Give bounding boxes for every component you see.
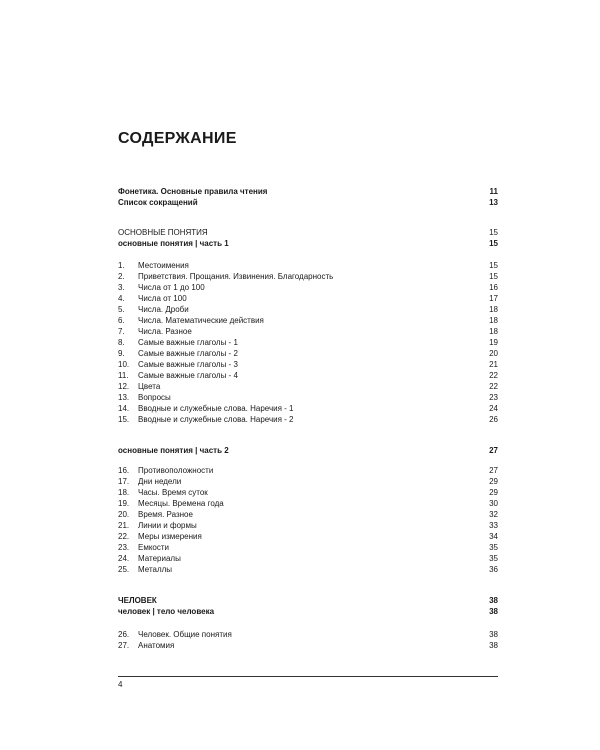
- toc-entry[interactable]: [118, 348, 498, 359]
- toc-entry-label: [118, 520, 197, 531]
- toc-entry-number: 3.: [118, 283, 125, 292]
- toc-entry-label: [118, 293, 187, 304]
- toc-entry-text: Приветствия. Прощания. Извинения. Благодарность: [138, 272, 334, 281]
- toc-entry-number: 23.: [118, 543, 130, 552]
- toc-entry-number: 12.: [118, 382, 130, 391]
- toc-entry-page: 27: [489, 446, 498, 455]
- toc-entry-label: [118, 531, 202, 542]
- toc-entry-text: Числа от 100: [138, 294, 187, 303]
- page-title: СОДЕРЖАНИЕ: [118, 130, 237, 147]
- toc-subsection-heading[interactable]: [118, 445, 498, 456]
- toc-entry-text: Время. Разное: [138, 510, 193, 519]
- toc-entry-number: 8.: [118, 338, 125, 347]
- toc-entry-page: 13: [489, 198, 498, 207]
- toc-section-heading[interactable]: [118, 227, 498, 238]
- toc-entry-page: 22: [489, 371, 498, 380]
- toc-subsection-heading[interactable]: [118, 606, 498, 617]
- toc-entry-text: Материалы: [138, 554, 181, 563]
- toc-section-heading-label: ЧЕЛОВЕК: [118, 596, 157, 605]
- toc-entry-number: 16.: [118, 466, 130, 475]
- toc-entry[interactable]: [118, 465, 498, 476]
- toc-entry-page: 23: [489, 393, 498, 402]
- toc-subsection-label: основные понятия | часть 2: [118, 446, 229, 455]
- toc-entry[interactable]: [118, 629, 498, 640]
- toc-entry[interactable]: [118, 564, 498, 575]
- toc-entry-text: Месяцы. Времена года: [138, 499, 224, 508]
- toc-entry[interactable]: [118, 304, 498, 315]
- toc-entry-number: 1.: [118, 261, 125, 270]
- toc-entry-number: 11.: [118, 371, 129, 380]
- toc-entry-label: [118, 414, 294, 425]
- toc-entry-label: [118, 359, 238, 370]
- toc-entry-text: Вводные и служебные слова. Наречия - 1: [138, 404, 294, 413]
- toc-entry[interactable]: [118, 359, 498, 370]
- footer-divider: [118, 676, 498, 677]
- toc-entry[interactable]: [118, 509, 498, 520]
- toc-entry-number: 4.: [118, 294, 125, 303]
- toc-entry-number: 5.: [118, 305, 125, 314]
- toc-entry[interactable]: [118, 498, 498, 509]
- toc-entry[interactable]: [118, 640, 498, 651]
- toc-entry-label: [118, 315, 264, 326]
- toc-entry-number: 15.: [118, 415, 130, 424]
- toc-entry-text: Линии и формы: [138, 521, 197, 530]
- toc-entry-number: 24.: [118, 554, 130, 563]
- toc-entry-label: [118, 260, 189, 271]
- toc-entry-page: 21: [489, 360, 498, 369]
- toc-entry-number: 17.: [118, 477, 130, 486]
- toc-entry-page: 38: [489, 641, 498, 650]
- toc-entry[interactable]: [118, 260, 498, 271]
- toc-subsection-heading[interactable]: [118, 238, 498, 249]
- toc-entry-text: Емкости: [138, 543, 170, 552]
- toc-entry-label: Фонетика. Основные правила чтения: [118, 187, 268, 196]
- toc-entry-label: [118, 476, 181, 487]
- toc-entry[interactable]: [118, 315, 498, 326]
- toc-entry[interactable]: [118, 392, 498, 403]
- toc-entry-number: 2.: [118, 272, 125, 281]
- toc-entry[interactable]: [118, 553, 498, 564]
- toc-entry-number: 20.: [118, 510, 130, 519]
- toc-entry-page: 38: [489, 596, 498, 605]
- toc-subsection-label: человек | тело человека: [118, 607, 215, 616]
- toc-entry-page: 17: [489, 294, 498, 303]
- toc-entry[interactable]: [118, 520, 498, 531]
- toc-entry-page: 15: [489, 272, 498, 281]
- toc-entry-label: [118, 509, 193, 520]
- toc-entry-text: Меры измерения: [138, 532, 202, 541]
- toc-entry-text: Противоположности: [138, 466, 214, 475]
- toc-entry-number: 14.: [118, 404, 130, 413]
- toc-entry-label: [118, 487, 208, 498]
- toc-entry-label: [118, 498, 224, 509]
- toc-entry[interactable]: [118, 487, 498, 498]
- toc-entry-number: 26.: [118, 630, 130, 639]
- toc-entry-number: 25.: [118, 565, 130, 574]
- toc-entry-number: 19.: [118, 499, 130, 508]
- toc-entry-label: [118, 392, 171, 403]
- toc-entry-label: [118, 348, 238, 359]
- toc-entry-text: Самые важные глаголы - 2: [138, 349, 238, 358]
- toc-entry[interactable]: [118, 476, 498, 487]
- toc-entry-page: 24: [489, 404, 498, 413]
- toc-entry-page: 15: [489, 261, 498, 270]
- toc-entry-number: 22.: [118, 532, 130, 541]
- toc-entry-label: [118, 542, 169, 553]
- toc-entry[interactable]: [118, 370, 498, 381]
- toc-entry-page: 35: [489, 543, 498, 552]
- toc-entry-page: 38: [489, 607, 498, 616]
- toc-entry[interactable]: [118, 293, 498, 304]
- toc-entry-page: 27: [489, 466, 498, 475]
- toc-entry-page: 30: [489, 499, 498, 508]
- toc-subsection-label: основные понятия | часть 1: [118, 239, 229, 248]
- toc-section-heading[interactable]: [118, 595, 498, 606]
- toc-entry-page: 16: [489, 283, 498, 292]
- toc-entry-page: 22: [489, 382, 498, 391]
- toc-entry-label: [118, 271, 333, 282]
- toc-entry-page: 33: [489, 521, 498, 530]
- toc-entry-text: Вопросы: [138, 393, 171, 402]
- toc-entry-label: [118, 564, 172, 575]
- toc-entry-label: [118, 337, 238, 348]
- toc-entry-text: Числа. Дроби: [138, 305, 189, 314]
- toc-entry[interactable]: [118, 326, 498, 337]
- footer-page-number: 4: [118, 680, 123, 689]
- toc-entry-number: 9.: [118, 349, 125, 358]
- toc-entry[interactable]: [118, 337, 498, 348]
- toc-section-heading-label: ОСНОВНЫЕ ПОНЯТИЯ: [118, 228, 208, 237]
- toc-entry-number: 27.: [118, 641, 130, 650]
- toc-entry-page: 35: [489, 554, 498, 563]
- toc-entry-label: [118, 304, 189, 315]
- toc-entry-text: Числа. Математические действия: [138, 316, 264, 325]
- toc-entry-text: Самые важные глаголы - 3: [138, 360, 238, 369]
- toc-entry-number: 21.: [118, 521, 130, 530]
- toc-entry-label: [118, 553, 181, 564]
- toc-entry-number: 18.: [118, 488, 130, 497]
- toc-entry-label: [118, 640, 174, 651]
- toc-entry-page: 32: [489, 510, 498, 519]
- toc-entry-page: 15: [489, 228, 498, 237]
- toc-entry-text: Человек. Общие понятия: [138, 630, 232, 639]
- toc-entry[interactable]: [118, 531, 498, 542]
- toc-entry[interactable]: [118, 414, 498, 425]
- toc-entry-text: Цвета: [138, 382, 161, 391]
- toc-entry-number: 6.: [118, 316, 125, 325]
- toc-entry[interactable]: [118, 282, 498, 293]
- toc-entry-page: 11: [489, 187, 498, 196]
- toc-entry-page: 38: [489, 630, 498, 639]
- toc-entry-text: Местоимения: [138, 261, 189, 270]
- toc-entry-label: [118, 381, 160, 392]
- toc-entry-text: Часы. Время суток: [138, 488, 208, 497]
- toc-entry-label: [118, 370, 238, 381]
- toc-entry-number: 7.: [118, 327, 125, 336]
- toc-entry-page: 18: [489, 305, 498, 314]
- toc-entry-page: 15: [489, 239, 498, 248]
- toc-entry-number: 10.: [118, 360, 130, 369]
- toc-entry-label: [118, 282, 205, 293]
- toc-entry-abbreviations[interactable]: [118, 197, 498, 208]
- toc-entry-text: Самые важные глаголы - 1: [138, 338, 238, 347]
- toc-entry-label: [118, 629, 232, 640]
- toc-entry-number: 13.: [118, 393, 130, 402]
- toc-entry[interactable]: [118, 381, 498, 392]
- toc-entry[interactable]: [118, 271, 498, 282]
- toc-entry-text: Числа от 1 до 100: [138, 283, 205, 292]
- toc-entry-text: Самые важные глаголы - 4: [138, 371, 238, 380]
- toc-entry[interactable]: [118, 542, 498, 553]
- toc-entry-text: Вводные и служебные слова. Наречия - 2: [138, 415, 294, 424]
- toc-entry-page: 36: [489, 565, 498, 574]
- toc-entry-label: [118, 465, 213, 476]
- toc-entry-page: 29: [489, 477, 498, 486]
- toc-entry-page: 20: [489, 349, 498, 358]
- toc-entry-label: [118, 326, 192, 337]
- toc-entry-page: 34: [489, 532, 498, 541]
- toc-entry-page: 29: [489, 488, 498, 497]
- toc-entry-text: Анатомия: [138, 641, 175, 650]
- toc-entry-text: Числа. Разное: [138, 327, 192, 336]
- toc-entry-page: 26: [489, 415, 498, 424]
- toc-entry[interactable]: [118, 403, 498, 414]
- toc-entry-page: 18: [489, 327, 498, 336]
- toc-entry-label: [118, 403, 294, 414]
- toc-entry-text: Дни недели: [138, 477, 182, 486]
- toc-entry-label: Список сокращений: [118, 198, 198, 207]
- toc-entry-text: Металлы: [138, 565, 173, 574]
- toc-entry-page: 18: [489, 316, 498, 325]
- toc-entry-page: 19: [489, 338, 498, 347]
- toc-entry-phonetics[interactable]: [118, 186, 498, 197]
